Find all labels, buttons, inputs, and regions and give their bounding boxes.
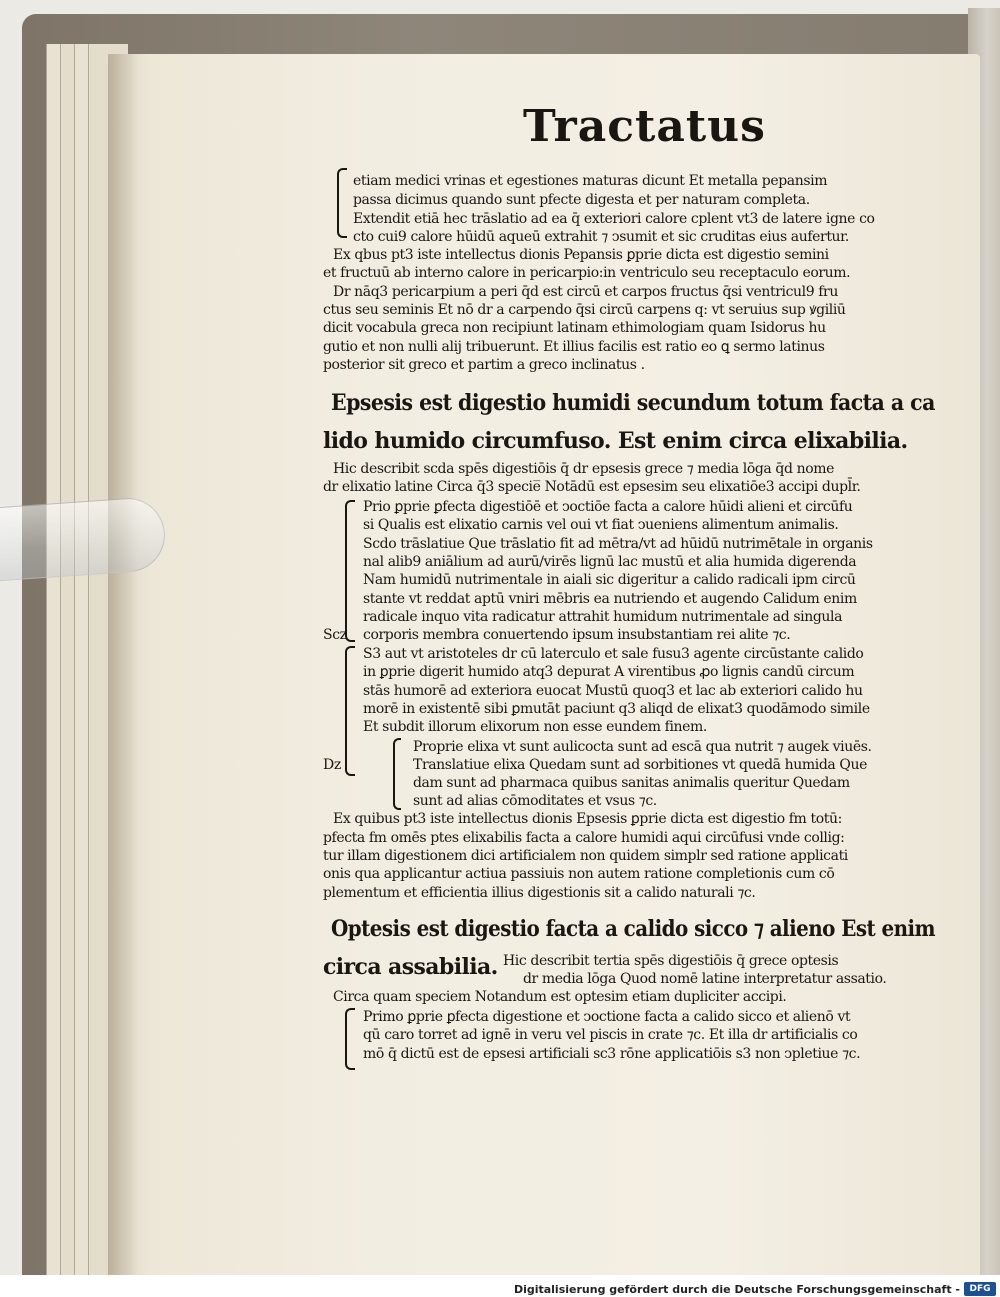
text-line: dicit vocabula greca non recipiunt latinam ethimologiam quam Isidorus hu [323,320,826,336]
text-line: Circa quam speciem Notandum est optesim etiam dupliciter accipi. [333,989,787,1005]
text-line: passa dicimus quando sunt pfecte digesta et per naturam completa. [353,192,810,208]
text-line: qū caro torret ad ignē in veru vel piscis in crate ⁊c. Et illa dr artificialis co [363,1027,858,1043]
text-line: stante vt reddat aptū vniri mēbris ea nutriendo et augendo Calidum enim [363,591,857,607]
lemma-heading: circa assabilia. [323,954,498,980]
bracket [337,168,347,238]
text-line: in ꝑprie digerit humido atq3 depurat A virentibus ꝓo lignis candū circum [363,664,855,680]
text-line: onis qua applicantur actiua passiuis non autem ratione completionis cum cō [323,866,835,882]
text-line: Primo ꝑprie ꝑfecta digestione et ↄoctione facta a calido sicco et alienō vt [363,1009,851,1025]
text-line: dr elixatio latine Circa q̄3 specie̅ Notādū est epsesim seu elixatiōe3 accipi dupl̄r. [323,479,861,495]
bracket [345,500,355,642]
text-line: Extendit etiā hec trāslatio ad ea q̄ exteriori calore cplent vt3 de latere igne co [353,211,875,227]
text-line: plementum et efficientia illius digestionis sit a calido naturali ⁊c. [323,885,756,901]
text-line: etiam medici vrinas et egestiones maturas dicunt Et metalla pepansim [353,173,828,189]
text-line: Translatiue elixa Quedam sunt ad sorbitiones vt quedā humida Que [413,757,868,773]
text-line: corporis membra conuertendo ipsum insubstantiam rei alite ⁊c. [363,627,791,643]
text-line: si Qualis est elixatio carnis vel oui vt fiat ↄueniens alimentum animalis. [363,517,839,533]
text-line: tur illam digestionem dici artificialem non quidem simplr sed ratione applicati [323,848,848,864]
text-line: Nam humidū nutrimentale in aiali sic digeritur a calido radicali ipm circū [363,572,856,588]
text-line: stās humorē ad exteriora euocat Mustū quoq3 et lac ab exteriori calido hu [363,683,863,699]
bracket [393,738,401,810]
margin-mark: Dz [323,757,341,773]
text-line: gutio et non nulli alij tribuerunt. Et illius facilis est ratio eo ꝗ sermo latinus [323,339,825,355]
text-line: Prio ꝑprie ꝑfecta digestiōē et ↄoctiōe facta a calore hūidi alieni et circūfu [363,499,853,515]
lemma-heading: lido humido circumfuso. Est enim circa elixabilia. [323,428,908,454]
text-line: sunt ad alias cōmoditates et vsus ⁊c. [413,793,657,809]
lemma-heading: Epsesis est digestio humidi secundum totum facta a ca [331,390,935,416]
text-line: Scdo trāslatiue Que trāslatio fit ad mētra/vt ad hūidū nutrimētale in organis [363,536,873,552]
funding-credit: Digitalisierung gefördert durch die Deutsche Forschungsgemeinschaft - [513,1283,960,1296]
text-line: cto cui9 calore hūidū aqueū extrahit ⁊ ↄsumit et sic cruditas eius aufertur. [353,229,849,245]
dfg-logo: DFG [964,1282,996,1296]
gutter-shadow [108,54,138,1275]
text-line: ctus seu seminis Et nō dr a carpendo q̄si circū carpens q: vt seruius sup ꝟgiliū [323,302,846,318]
text-line: Dr nāq3 pericarpium a peri q̄d est circū et carpos fructus q̄si ventricul9 fru [333,284,838,300]
text-line: Hic describit tertia spēs digestiōis q̄ grece optesis [503,953,839,969]
text-line: radicale inquo vita radicatur attrahit humidum nutrimentale ad singula [363,609,843,625]
margin-mark: Scz [323,627,347,643]
text-line: nal alib9 aniālium ad aurū/virēs lignū lac mustū et alia humida digerenda [363,554,857,570]
bracket [345,646,355,776]
text-line: dr media lōga Quod nomē latine interpretatur assatio. [523,971,887,987]
text-line: Hic describit scda spēs digestiōis q̄ dr epsesis grece ⁊ media lōga q̄d nome [333,461,834,477]
text-line: posterior sit greco et partim a greco inclinatus . [323,357,645,373]
text-line: et fructuū ab interno calore in pericarpio:in ventriculo seu receptaculo eorum. [323,265,851,281]
text-line: Ex quibus pt3 iste intellectus dionis Epsesis ꝑprie dicta est digestio fm totū: [333,811,842,827]
text-line: morē in existentē sibi ꝑmutāt paciunt q3 aliqd de elixat3 quodāmodo simile [363,701,870,717]
text-line: Ex qbus pt3 iste intellectus dionis Pepansis ꝑprie dicta est digestio semini [333,247,829,263]
text-line: Et subdit illorum elixorum non esse eundem finem. [363,719,707,735]
text-line: Proprie elixa vt sunt aulicocta sunt ad escā qua nutrit ⁊ augek viuēs. [413,739,872,755]
bracket [345,1008,355,1070]
text-line: dam sunt ad pharmaca quibus sanitas animalis queritur Quedam [413,775,850,791]
text-line: S3 aut vt aristoteles dr cū laterculo et sale fusu3 agente circūstante calido [363,646,864,662]
text-line: mō q̄ dictū est de epsesi artificiali sc3 rōne applicatiōis s3 non ↄpletiue ⁊c. [363,1046,861,1062]
running-title: Tractatus [523,101,766,152]
lemma-heading: Optesis est digestio facta a calido sicco ⁊ alieno Est enim [331,916,936,942]
text-line: pfecta fm omēs ptes elixabilis facta a calore humidi aqui circūfusi vnde collig: [323,830,845,846]
